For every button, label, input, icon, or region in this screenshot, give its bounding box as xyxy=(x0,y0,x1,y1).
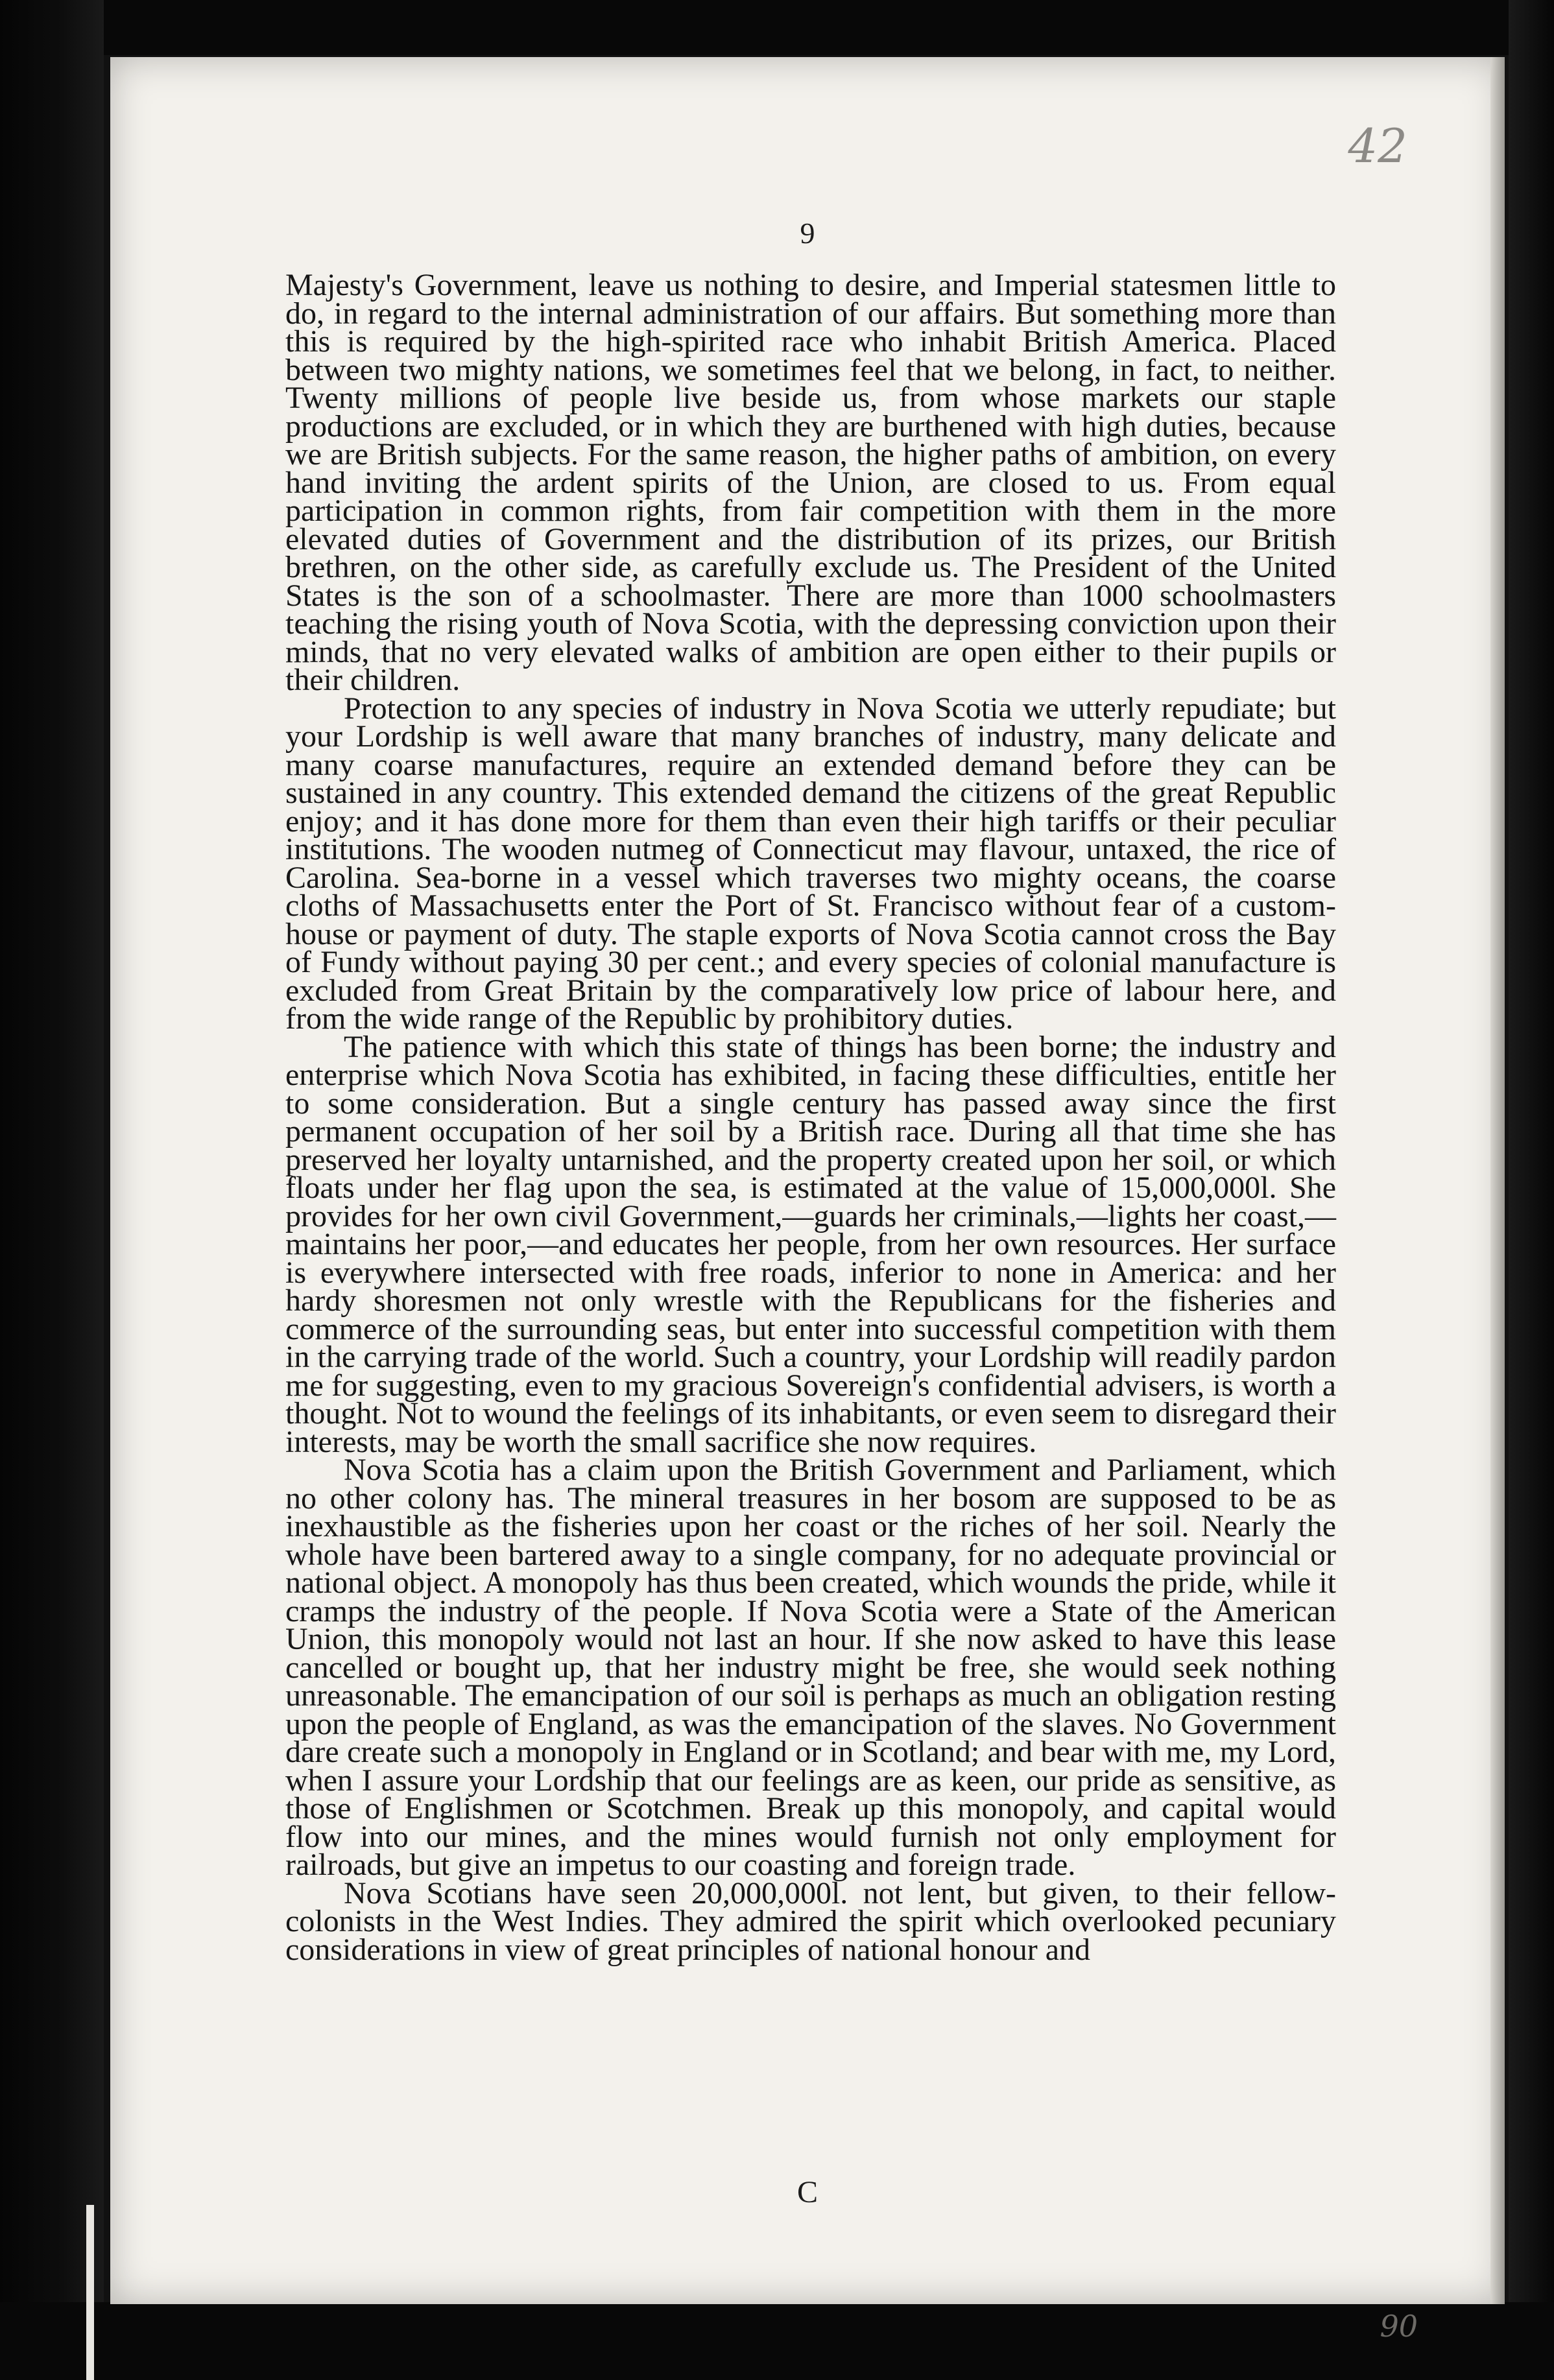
page-edge xyxy=(1490,57,1505,2304)
body-text xyxy=(285,268,1336,1967)
paragraph-4: Nova Scotia has a claim upon the British Government and Parliament, which no other colony has. The mineral treasures in her bosom are supposed to be as inexhaustible as the fisheries upon her coast or the riches of her soil. Nearly the whole have been bartered away to a single company, for no adequate provincial or national object. A monopoly has thus been created, which wounds the pride, while it cramps the industry of the people. If Nova Scotia were a State of the American Union, this monopoly would not last an hour. If she now asked to have this lease cancelled or bought up, that her industry might be free, she would seek nothing unreasonable. The emancipation of our soil is perhaps as much an obligation resting upon the people of England, as was the emancipation of the slaves. No Government dare create such a monopoly in England or in Scotland; and bear with me, my Lord, when I assure your Lordship that our feelings are as keen, our pride as sensitive, as those of Englishmen or Scotchmen. Break up this monopoly, and capital would flow into our mines, and the mines would furnish not only employment for railroads, but give an impetus to our coasting and foreign trade. xyxy=(285,1453,1336,1882)
paragraph-2: Protection to any species of industry in Nova Scotia we utterly repudiate; but your Lordship is well aware that many branches of industry, many delicate and many coarse manufactures, require an extended demand before they can be sustained in any country. This extended demand the citizens of the great Republic enjoy; and it has done more for them than even their high tariffs or their peculiar institutions. The wooden nutmeg of Connecticut may flavour, untaxed, the rice of Carolina. Sea-borne in a vessel which traverses two mighty oceans, the coarse cloths of Massachusetts enter the Port of St. Francisco without fear of a custom-house or payment of duty. The staple exports of Nova Scotia cannot cross the Bay of Fundy without paying 30 per cent.; and every species of colonial manufacture is excluded from Great Britain by the comparatively low price of labour here, and from the wide range of the Republic by prohibitory duties. xyxy=(285,691,1336,1036)
bottom-margin-mark: 90 xyxy=(1380,2309,1418,2344)
page-number: 9 xyxy=(800,217,815,250)
signature-mark: C xyxy=(796,2175,818,2209)
paragraph-5: Nova Scotians have seen 20,000,000l. not lent, but given, to their fellow-colonists in the West Indies. They admired the spirit which overlooked pecuniary considerations in view of great principles of national honour and xyxy=(285,1875,1336,1967)
film-border-bottom xyxy=(0,2302,1554,2380)
film-border-top xyxy=(0,0,1554,55)
paragraph-3: The patience with which this state of things has been borne; the industry and enterprise which Nova Scotia has exhibited, in facing these difficulties, entitle her to some consideration. But a single century has passed away since the first permanent occupation of her soil by a British race. During all that time she has preserved her loyalty untarnished, and the property created upon her soil, or which floats under her flag upon the sea, is estimated at the value of 15,000,000l. She provides for her own civil Government,—guards her criminals,—lights her coast,—maintains her poor,—and educates her people, from her own resources. Her surface is everywhere intersected with free roads, inferior to none in America: and her hardy shoresmen not only wrestle with the Republicans for the fisheries and commerce of the surrounding seas, but enter into successful competition with them in the carrying trade of the world. Such a country, your Lordship will readily pardon me for suggesting, even to my gracious Sovereign's confidential advisers, is worth a thought. Not to wound the feelings of its inhabitants, or even seem to disregard their interests, may be worth the small sacrifice she now requires. xyxy=(285,1029,1336,1459)
film-border-left xyxy=(0,0,104,2380)
pencil-folio-number: 42 xyxy=(1348,119,1407,173)
document-page xyxy=(110,57,1505,2304)
paragraph-1: Majesty's Government, leave us nothing to desire, and Imperial statesmen little to do, in regard to the internal administration of our affairs. But something more than this is required by the high-spirited race who inhabit British America. Placed between two mighty nations, we sometimes feel that we belong, in fact, to neither. Twenty millions of people live beside us, from whose markets our staple productions are excluded, or in which they are burthened with high duties, because we are British subjects. For the same reason, the higher paths of ambition, on every hand inviting the ardent spirits of the Union, are closed to us. From equal participation in common rights, from fair competition with them in the more elevated duties of Government and the distribution of its prizes, our British brethren, on the other side, as carefully exclude us. The President of the United States is the son of a schoolmaster. There are more than 1000 schoolmasters teaching the rising youth of Nova Scotia, with the depressing conviction upon their minds, that no very elevated walks of ambition are open either to their pupils or their children. xyxy=(285,268,1336,697)
film-border-right xyxy=(1509,0,1554,2380)
film-edge-strip xyxy=(86,2205,94,2380)
